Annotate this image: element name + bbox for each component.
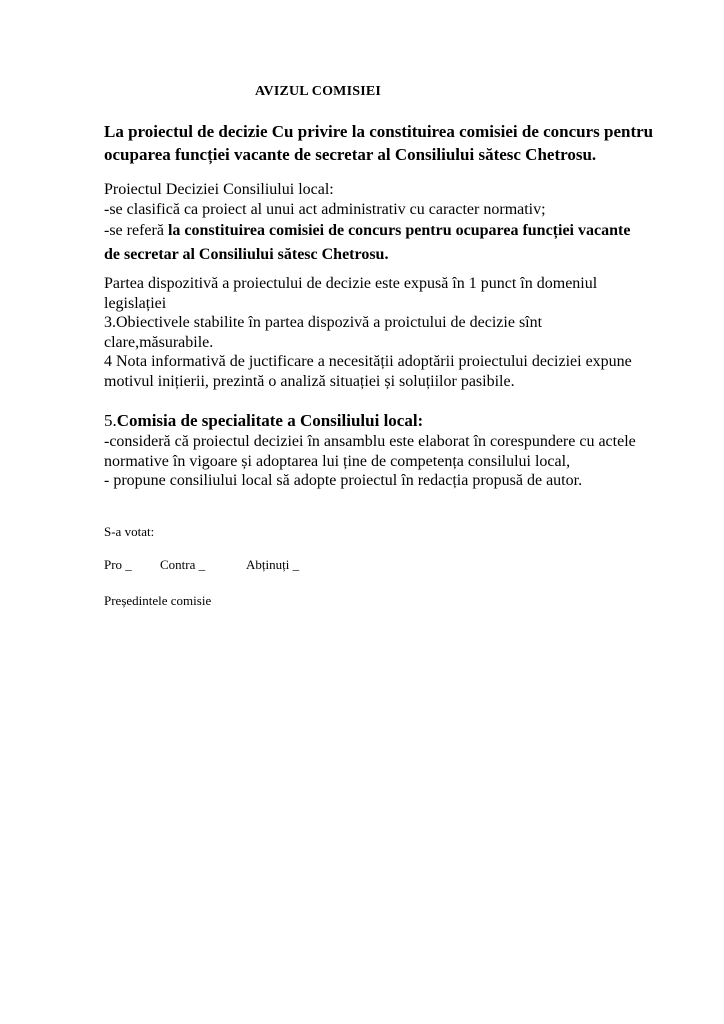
provisions-line: motivul inițierii, prezintă o analiză situației și soluțiilor pasibile. <box>104 372 515 390</box>
project-reference-subject: la constituirea comisiei de concurs pentru ocuparea funcției vacante <box>167 222 631 239</box>
project-reference-prefix: -se referă <box>104 222 168 239</box>
decision-subject <box>104 120 664 166</box>
project-classification: -se clasifică ca proiect al unui act administrativ cu caracter normativ; <box>104 200 546 218</box>
commission-line: normative în vigoare și adoptarea lui ține de competența consilului local, <box>104 452 571 470</box>
vote-results <box>104 557 299 573</box>
provisions-line: clare,măsurabile. <box>104 333 214 351</box>
provisions-line: 3.Obiectivele stabilite în partea dispozivă a proictului de decizie sînt <box>104 314 543 331</box>
commission-section <box>104 410 684 491</box>
vote-pro: Pro _ <box>104 557 132 572</box>
commission-title: Comisia de specialitate a Consiliului local: <box>116 411 424 430</box>
commission-line: - propune consiliului local să adopte proiectul în redacția propusă de autor. <box>104 472 583 489</box>
subject-line: La proiectul de decizie Cu privire la constituirea comisiei de concurs pentru <box>104 122 654 141</box>
provisions-line: legislației <box>104 294 167 312</box>
commission-number: 5. <box>104 411 117 430</box>
project-description <box>104 180 684 267</box>
vote-abstained: Abținuți _ <box>246 557 300 572</box>
provisions-line: 4 Nota informativă de juctificare a necesității adoptării proiectului deciziei expune <box>104 353 632 370</box>
project-intro: Proiectul Deciziei Consiliului local: <box>104 181 334 198</box>
document-heading: AVIZUL COMISIEI <box>255 84 382 99</box>
commission-line: -consideră că proiectul deciziei în ansamblu este elaborat în corespundere cu actele <box>104 433 636 450</box>
provisions-line: Partea dispozitivă a proiectului de decizie este expusă în 1 punct în domeniul <box>104 275 598 292</box>
president-signature-label: Președintele comisie <box>104 593 212 608</box>
project-reference-continued: de secretar al Consiliului sătesc Chetrosu. <box>104 246 389 263</box>
commission-title-line <box>104 410 684 432</box>
subject-line: ocuparea funcției vacante de secretar al Consiliului sătesc Chetrosu. <box>104 145 597 164</box>
vote-label: S-a votat: <box>104 524 155 539</box>
vote-contra: Contra _ <box>160 557 206 572</box>
provisions-section <box>104 274 684 391</box>
project-reference <box>104 219 684 243</box>
